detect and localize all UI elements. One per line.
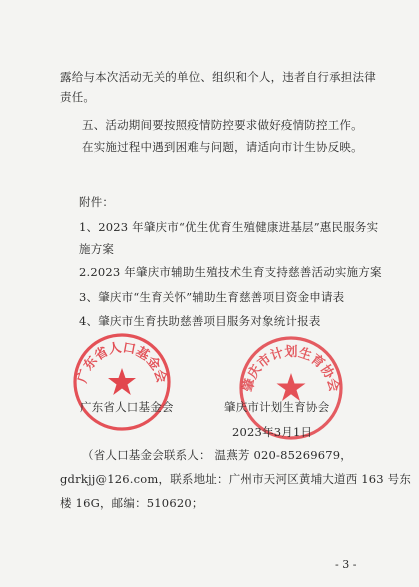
body-line-4: 在实施过程中遇到困难与问题，请适向市计生协反映。 [82, 140, 363, 154]
star-icon [277, 373, 306, 401]
attachment-item-4: 4、肇庆市生育扶助慈善项目服务对象统计报表 [79, 314, 321, 328]
contact-line-2: gdrkjj@126.com，联系地址：广州市天河区黄埔大道西 163 号东 [60, 472, 412, 486]
star-icon [108, 368, 136, 395]
attachment-item-1: 1、2023 年肇庆市“优生优育生殖健康进基层”惠民服务实 [79, 220, 379, 234]
attachment-item-3: 3、肇庆市“生育关怀”辅助生育慈善项目资金申请表 [79, 290, 345, 304]
page-number: - 3 - [335, 558, 357, 571]
attachment-item-2: 2.2023 年肇庆市辅助生殖技术生育支持慈善活动实施方案 [79, 265, 382, 279]
body-line-1: 露给与本次活动无关的单位、组织和个人，违者自行承担法律 [60, 70, 376, 84]
body-line-2: 责任。 [60, 90, 96, 104]
attachment-item-1-cont: 施方案 [79, 242, 115, 256]
right-seal-text: 肇庆市计划生育协会 [240, 345, 342, 394]
contact-line-1: （省人口基金会联系人： 温燕芳 020-85269679， [82, 448, 352, 462]
signature-left-org: 广东省人口基金会 [80, 400, 174, 414]
contact-line-3: 楼 16G，邮编：510620； [60, 496, 204, 510]
left-official-seal [70, 330, 174, 434]
signature-right-org: 肇庆市计划生育协会 [224, 400, 330, 414]
body-line-3: 五、活动期间要按照疫情防控要求做好疫情防控工作。 [82, 118, 363, 132]
left-seal-text: 广东省人口基金会 [75, 340, 169, 385]
attachments-heading: 附件： [79, 195, 115, 209]
signature-date: 2023年3月1日 [232, 425, 313, 439]
